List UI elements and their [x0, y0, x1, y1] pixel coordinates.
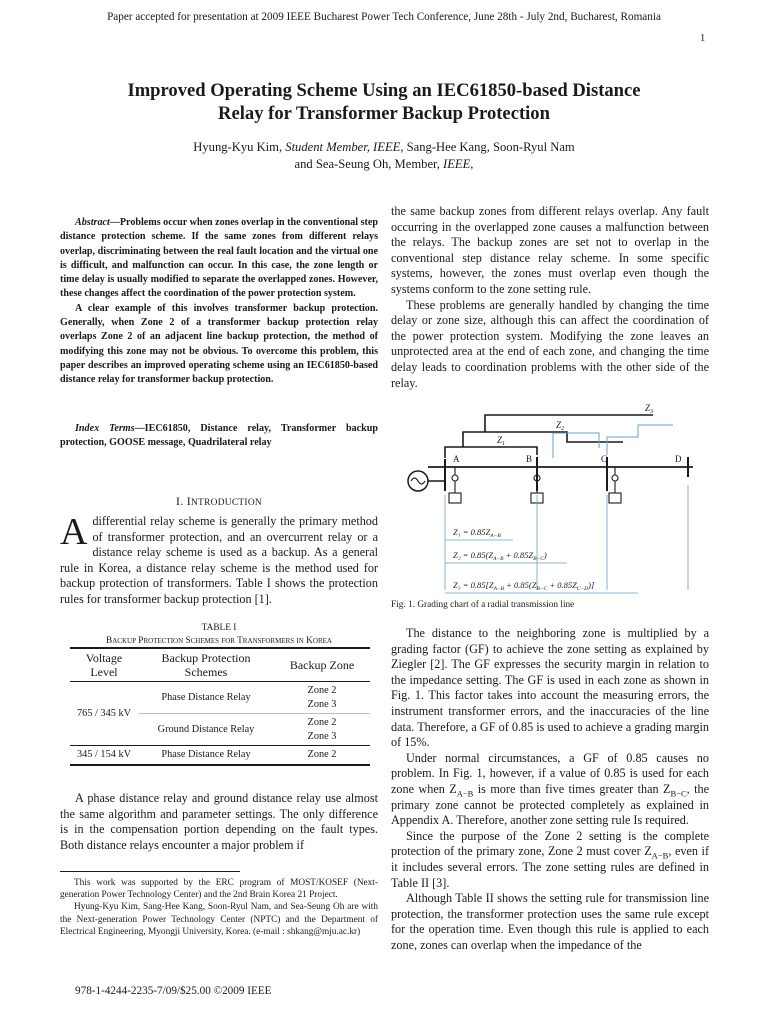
footnote-rule	[60, 871, 240, 872]
table-header: Backup Protection Schemes	[138, 648, 274, 682]
table-cell-zone: Zone 2	[274, 746, 370, 765]
footnote	[60, 877, 378, 938]
table-header-row	[70, 648, 370, 682]
right-column-top	[391, 204, 709, 391]
table-cell-voltage: 345 / 154 kV	[70, 746, 138, 765]
section-heading-introduction: I. INTRODUCTION	[176, 494, 262, 508]
index-terms-label: Index Terms	[75, 423, 135, 434]
generator-wave	[411, 478, 425, 484]
backup-protection-table	[70, 647, 370, 766]
paragraph: These problems are generally handled by changing the time delay or zone size, although this can affect the coordination of the power protection system. Modifying the zone leaves an unprotected area at the end of each zone, and changing the time delay leads to coordination problems with the other side of the relay.	[391, 297, 709, 390]
table-caption: Backup Protection Schemes for Transformers in Korea	[106, 636, 332, 646]
intro-paragraph-2: A phase distance relay and ground distance relay use almost the same algorithm and parameter settings. The only difference is in the compensation portion depending on the fault types. Both distance relays encounter a major problem if	[60, 791, 378, 852]
intro-paragraph: Adifferential relay scheme is generally the primary method of transformer protection, and an overcurrent relay or a distance relay scheme is used as a backup. As a general rule in Korea, a distance relay scheme is the method used for backup protection of transformers. Table I shows the protection rules for transformer backup protection [1].	[60, 511, 378, 606]
bus-label-a: A	[453, 454, 460, 464]
right-column-bottom	[391, 626, 709, 953]
backup-step-b	[553, 433, 599, 458]
bus-label-d: D	[675, 454, 682, 464]
zone-label-1: $Z_1$	[497, 435, 506, 447]
paragraph: Since the purpose of the Zone 2 setting is the complete protection of the primary zone, Zone 2 must cover $Z_{A-B}$, even if it includes several errors. The zone setting rules are defined in Table II [3].	[391, 828, 710, 890]
abstract-p2: A clear example of this involves transformer backup protection. Generally, when Zone 2 of a transformer backup protection relay overlaps Zone 2 of an adjacent line backup protection, the method of modifying this zone may not be obvious. To overcome this problem, this paper describes an improved operating scheme using an IEC61850-based distance relay for transformer backup protection.	[60, 302, 378, 386]
page-number: 1	[700, 33, 706, 44]
backup-step-c	[607, 425, 673, 455]
zone-3-step	[485, 415, 653, 432]
table-row	[70, 682, 370, 714]
equation-z3: $Z_3 = 0.85[Z_{A-B} + 0.85(Z_{B-C} + 0.85Z_{C-D})]$	[453, 580, 595, 592]
table-title	[60, 622, 378, 648]
paragraph: the same backup zones from different relays overlap. Any fault occurring in the overlapped zone causes a malfunction between the relays. The backup zones are set not to overlap in the conventional step distance relay scheme. In some specific systems, however, the zones must overlap even though the systems conform to the zone setting rule.	[391, 204, 709, 296]
table-header: Voltage Level	[70, 648, 138, 682]
footnote-p2: Hyung-Kyu Kim, Sang-Hee Kang, Soon-Ryul Nam, and Sea-Seung Oh are with the Next-generation Power Technology Center (NPTC) and the Department of Electrical Engineering, Myongji University, Korea. (e-mail : shkang@mju.ac.kr)	[60, 902, 378, 937]
relay-c	[609, 467, 621, 503]
abstract-p1: Abstract—Problems occur when zones overlap in the conventional step distance protection scheme. If the same zones from different relays overlap, discriminating between the real fault location and the virtual one is difficult, and malfunction can occur. In this case, the zone length or time delay is usually modified to separate the overlapped zones. However, these changes affect the coordination of the power protection system.	[60, 217, 379, 300]
abstract-label: Abstract	[75, 217, 110, 228]
equation-z2: $Z_2 = 0.85(Z_{A-B} + 0.85Z_{B-C})$	[453, 550, 547, 562]
authors-line-1: Hyung-Kyu Kim, Student Member, IEEE, Sang-Hee Kang, Soon-Ryul Nam	[193, 140, 575, 154]
table-cell-zone: Zone 2 Zone 3	[274, 682, 370, 714]
paper-title	[40, 79, 728, 125]
table-cell-zone: Zone 2 Zone 3	[274, 714, 370, 746]
authors	[40, 139, 728, 173]
table-cell-scheme: Phase Distance Relay	[138, 682, 274, 714]
table-cell-voltage: 765 / 345 kV	[70, 682, 138, 746]
title-line-2: Relay for Transformer Backup Protection	[218, 103, 550, 124]
relay-a	[449, 467, 461, 503]
drop-cap: A	[60, 511, 88, 553]
zone-label-3: $Z_3$	[645, 403, 654, 415]
equation-z1: $Z_1 = 0.85Z_{A-B}$	[453, 527, 501, 539]
footnote-p1: This work was supported by the ERC program of MOST/KOSEF (Next-generation Power Technology Center) and the 2nd Brain Korea 21 Project.	[60, 878, 378, 901]
table-cell-scheme: Ground Distance Relay	[138, 714, 274, 746]
copyright: 978-1-4244-2235-7/09/$25.00 ©2009 IEEE	[75, 985, 272, 997]
table-header: Backup Zone	[274, 648, 370, 682]
grading-chart-figure	[393, 395, 713, 600]
authors-line-2: and Sea-Seung Oh, Member, IEEE,	[294, 157, 474, 171]
table-cell-scheme: Phase Distance Relay	[138, 746, 274, 765]
paragraph: Under normal circumstances, a GF of 0.85 causes no problem. In Fig. 1, however, if a value of 0.85 is used for each zone when $Z_{A-B}$ is more than five times greater than $Z_{B-C}$, the primary zone cannot be protected completely as explained in Appendix A. Therefore, another zone setting rule Is required.	[391, 750, 709, 828]
paragraph: The distance to the neighboring zone is multiplied by a grading factor (GF) to achieve the zone setting as explained by Ziegler [2]. The GF expresses the security margin in relation to the impedance setting. The GF is used in each zone as shown in Fig. 1. This factor takes into account the measuring errors, the instrument transformer errors, and the inaccuracies of the line data. Therefore, a GF of 0.85 is used to achieve a grading margin of 15%.	[391, 626, 709, 750]
zone-label-2: $Z_2$	[556, 420, 565, 432]
bus-label-c: C	[601, 454, 608, 464]
conference-note: Paper accepted for presentation at 2009 IEEE Bucharest Power Tech Conference, June 28th - July 2nd, Bucharest, Romania	[107, 11, 661, 23]
bus-label-b: B	[526, 454, 533, 464]
title-line-1: Improved Operating Scheme Using an IEC61850-based Distance	[127, 80, 641, 101]
table-row	[70, 746, 370, 765]
index-terms: Index Terms—IEC61850, Distance relay, Transformer backup protection, GOOSE message, Quadrilateral relay	[60, 423, 378, 449]
figure-caption: Fig. 1. Grading chart of a radial transmission line	[391, 600, 575, 610]
table-label: TABLE I	[201, 623, 237, 633]
abstract	[60, 216, 378, 388]
paragraph: Although Table II shows the setting rule for transmission line protection, the transformer protection uses the same rule except for the operation time. Even though this rule is applied to each zone, zones can overlap when the impedance of the	[391, 891, 709, 952]
